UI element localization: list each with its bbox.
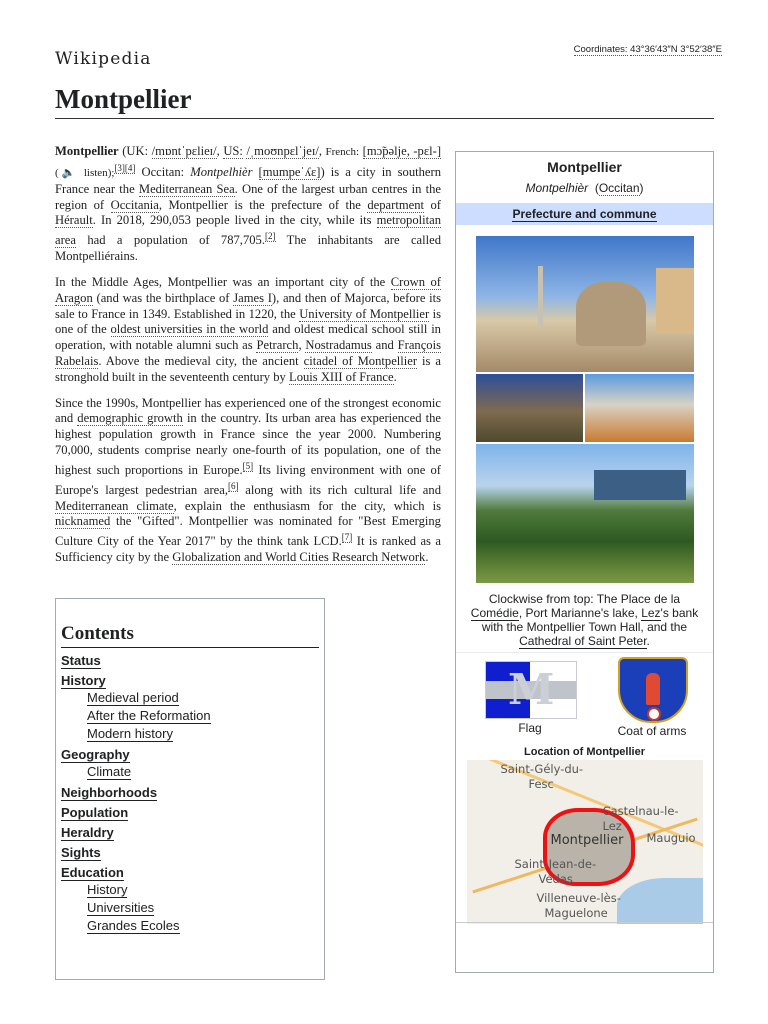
coat-of-arms-image[interactable] — [618, 657, 688, 723]
toc-item-label: Geography — [61, 747, 130, 762]
link-petrarch[interactable]: Petrarch — [256, 338, 299, 353]
ref-5[interactable]: [5] — [242, 460, 254, 471]
photo-montage[interactable] — [476, 236, 694, 583]
link-oldest-universities[interactable]: oldest universities in the world — [110, 322, 269, 337]
map-label: Mauguio — [646, 831, 696, 845]
p2-text-4: is one of the — [55, 306, 441, 337]
p2-text-7: . Above the medieval city, the ancient — [98, 353, 299, 368]
occitan-label: Occitan: — [141, 164, 185, 179]
p1-text-5: . In 2018, 290,053 people lived in the city, while its — [92, 213, 372, 228]
link-citadel[interactable]: citadel of Montpellier — [303, 353, 418, 368]
p3-text-8: . — [425, 550, 429, 565]
speaker-icon: 🔈 — [58, 166, 79, 179]
link-louis-xiii[interactable]: Louis XIII of France — [289, 369, 394, 384]
p2-text-3: ), and then of Majorca, before its sale to France in 1349. Established in 1220, the — [55, 290, 442, 321]
map-label: Saint-Gély-du- — [500, 762, 584, 776]
ref-7[interactable]: [7] — [341, 532, 353, 543]
map-label: Lez — [602, 819, 622, 833]
link-demographic-growth[interactable]: demographic growth — [77, 411, 183, 426]
p1-text-1: ) is a city in southern France near the — [55, 164, 442, 196]
flag-label: Flag — [518, 721, 542, 735]
link-nostradamus[interactable]: Nostradamus — [305, 338, 372, 353]
infobox-native-name: Montpelhièr (Occitan) — [525, 181, 644, 195]
montage-caption — [464, 592, 705, 648]
lead-term: Montpellier — [55, 144, 119, 158]
toc-subitem-label: Grandes Ecoles — [87, 918, 180, 933]
page-title: Montpellier — [55, 84, 192, 114]
coa-roundel — [647, 707, 661, 721]
map-label: Villeneuve-lès- — [536, 891, 621, 905]
link-occitania[interactable]: Occitania — [110, 197, 159, 212]
toc-subitem-label: Modern history — [87, 726, 173, 741]
photo-building — [656, 268, 694, 334]
toc-subitem-medieval-period[interactable] — [87, 689, 324, 706]
p2-text-8: is a stronghold built in the seventeenth century by — [55, 353, 441, 384]
p2-text-2: (and was the birthplace of — [96, 290, 230, 305]
photo-town-hall — [594, 470, 686, 500]
toc-item-neighborhoods[interactable] — [61, 785, 324, 800]
toc-item-label: Sights — [61, 845, 101, 860]
listen-label: listen — [83, 166, 108, 179]
paragraph-3 — [55, 396, 441, 567]
us-ipa-link[interactable]: /ˌmoʊnpɛlˈjeɪ/ — [246, 144, 319, 158]
caption-text-3: 's bank with the Montpellier Town Hall, and the — [481, 606, 699, 634]
toc-subitem-modern-history[interactable] — [87, 725, 324, 742]
infobox-bottom-separator — [456, 922, 713, 923]
uk-ipa-link[interactable]: /mɒntˈpɛlieɪ/ — [151, 144, 217, 158]
coa-figure — [646, 673, 660, 705]
toc-item-label: Heraldry — [61, 825, 114, 840]
p1-text-6: had a population of 787,705. — [87, 233, 265, 248]
wikipedia-logo[interactable]: Wikipedia — [55, 49, 152, 69]
map-label: Maguelone — [544, 906, 608, 920]
us-link[interactable]: US: — [223, 144, 243, 158]
coordinates-link[interactable]: 43°36′43″N 3°52′38″E — [630, 44, 722, 55]
toc-subitem-label: History — [87, 882, 128, 897]
p3-text-5: , explain the enthusiasm for the city, which is — [173, 498, 441, 513]
french-label: French: — [325, 146, 360, 158]
native-name: Montpelhièr — [525, 181, 589, 195]
flag-image[interactable] — [485, 661, 577, 719]
link-mediterranean-climate[interactable]: Mediterranean climate — [55, 498, 174, 513]
toc-item-label: History — [61, 673, 106, 688]
toc-subitem-education-history[interactable] — [87, 881, 324, 898]
toc-item-population[interactable] — [61, 805, 324, 820]
uk-label: (UK: — [122, 144, 149, 158]
caption-text-2: , Port Marianne's lake, — [518, 606, 638, 620]
p2-text-5: and oldest medical school still in operation, with notable alumni such as — [55, 322, 441, 353]
p3-text-2: in the country. Its urban area has experienced the highest population growth in France since the year 2000. Numbering 70,000, students comprise nearly one-fourth of its population, one of the highest such proportions in Europe. — [55, 411, 441, 477]
p3-text-1: Since the 1990s, Montpellier has experienced one of the strongest economic and — [55, 395, 441, 426]
toc-item-label: Status — [61, 653, 101, 668]
toc-subitem-climate[interactable] — [87, 763, 324, 780]
toc-item-label: Population — [61, 805, 129, 820]
photo-tower — [538, 266, 543, 326]
link-department[interactable]: department — [367, 197, 425, 212]
infobox — [455, 151, 714, 973]
title-divider — [55, 118, 714, 119]
photo-fountain — [576, 282, 646, 346]
flag-letter: M — [508, 665, 555, 714]
toc-item-history[interactable] — [61, 673, 324, 688]
p3-text-4: along with its rich cultural life and — [245, 482, 441, 497]
photo-cathedral[interactable] — [476, 374, 583, 442]
coat-of-arms-label: Coat of arms — [617, 724, 687, 738]
photo-place-de-la-comedie[interactable] — [476, 236, 694, 372]
toc-title: Contents — [61, 623, 319, 648]
p2-text-6: and — [375, 338, 394, 353]
toc-subitem-universities[interactable] — [87, 899, 324, 916]
toc-item-geography[interactable] — [61, 747, 324, 762]
ref-2[interactable]: [2] — [265, 231, 276, 242]
photo-port-marianne[interactable] — [585, 374, 694, 442]
link-mediterranean-sea[interactable]: Mediterranean Sea — [138, 181, 235, 196]
fr-ipa-link[interactable]: [mɔ̃pəlje, -pɛl-] — [362, 144, 442, 158]
toc-subitem-label: Medieval period — [87, 690, 179, 705]
infobox-symbols — [456, 653, 713, 745]
p1-text-4: of — [430, 197, 441, 212]
map-label: Védas — [538, 872, 573, 886]
toc-subitem-label: Universities — [87, 900, 155, 915]
occitan-ipa-link[interactable]: [mumpeˈʎɛ] — [258, 164, 321, 179]
table-of-contents — [55, 598, 325, 980]
toc-item-sights[interactable] — [61, 845, 324, 860]
ref-6[interactable]: [6] — [227, 480, 239, 491]
link-francois-rabelais[interactable]: François Rabelais — [55, 338, 441, 368]
link-university-of-montpellier[interactable]: University of Montpellier — [299, 306, 430, 321]
toc-item-status[interactable] — [61, 653, 324, 668]
p3-text-3: Its living environment with one of Europe's largest pedestrian area, — [55, 462, 441, 497]
map-label: Castelnau-le- — [602, 804, 679, 818]
toc-item-education[interactable] — [61, 865, 324, 880]
caption-text-1: Clockwise from top: The Place de la — [488, 592, 681, 606]
link-occitan[interactable]: Occitan — [598, 181, 640, 195]
infobox-type-band — [456, 203, 713, 225]
map-label: Saint-Jean-de- — [514, 857, 597, 871]
occitan-name: Montpelhièr — [190, 164, 253, 179]
map-sea — [617, 878, 703, 924]
link-gawc[interactable]: Globalization and World Cities Research Network — [172, 550, 426, 565]
paragraph-2: In the Middle Ages, Montpellier was an important city of the Crown of Aragon (and was the birthplace of James I), and then of Majorca, before its sale to France in 1349. Established in 1220, the University of Montpellier is one of the oldest universities in the world and oldest medical school still in operation, with notable alumni such as Petrarch, Nostradamus and François Rabelais. Above the medieval city, the ancient citadel of Montpellier is a stronghold built in the seventeenth century by Louis XIII of France. — [55, 274, 442, 384]
article-body — [55, 144, 441, 576]
p1-text-3: , Montpellier is the prefecture of the — [158, 197, 361, 212]
link-nicknamed[interactable]: nicknamed — [55, 514, 111, 529]
p2-text-1: In the Middle Ages, Montpellier was an important city of the — [55, 274, 386, 289]
toc-subitem-grandes-ecoles[interactable] — [87, 917, 324, 934]
p3-text-6: the "Gifted". Montpellier was nominated for "Best Emerging Culture City of the Year 2017" by the think tank LCD. — [55, 514, 441, 549]
coordinates-label: Coordinates: — [573, 44, 628, 55]
p1-text-2: . One of the largest urban centres in the region of — [55, 181, 441, 212]
toc-item-label: Education — [61, 865, 124, 880]
toc-subitem-label: After the Reformation — [87, 708, 211, 723]
listen-control[interactable]: (🔈 listen); — [55, 166, 115, 179]
p3-text-7: It is ranked as a Sufficiency city by the — [55, 534, 441, 565]
toc-item-heraldry[interactable] — [61, 825, 324, 840]
link-cathedral-saint-peter[interactable]: Cathedral of Saint Peter — [519, 634, 647, 648]
map-label: Fesc — [528, 777, 554, 791]
toc-list — [61, 653, 324, 934]
location-label: Location of Montpellier — [524, 746, 645, 758]
coordinates — [574, 44, 722, 55]
toc-subitem-after-reformation[interactable] — [87, 707, 324, 724]
ref-3-4[interactable]: [3][4] — [114, 162, 136, 173]
link-herault[interactable]: Hérault — [55, 213, 93, 228]
link-james-i[interactable]: James I — [233, 290, 272, 305]
link-comedie[interactable]: Comédie — [470, 606, 519, 620]
photo-lez-bank[interactable] — [476, 444, 694, 583]
paragraph-1: Montpellier (UK: /mɒntˈpɛlieɪ/, US: /ˌmoʊnpɛlˈjeɪ/, French: [mɔ̃pəlje, -pɛl-] (🔈 listen);[3][4] Occitan: Montpelhièr [mumpeˈʎɛ]) is a city in southern France near the Mediterranean Sea. One of the largest urban centres in the region of Occitania, Montpellier is the prefecture of the department of Hérault. In 2018, 290,053 people lived in the city, while its metropolitan area had a population of 787,705.[2] The inhabitants are called Montpelliérains. — [55, 144, 442, 264]
toc-subitem-label: Climate — [87, 764, 132, 779]
location-map[interactable] — [467, 760, 703, 924]
caption-text-4: . — [646, 634, 650, 648]
toc-item-label: Neighborhoods — [61, 785, 158, 800]
type-link[interactable]: Prefecture and commune — [512, 207, 657, 221]
link-crown-of-aragon[interactable]: Crown of Aragon — [55, 274, 442, 305]
p1-text-7: The inhabitants are called Montpelliérains. — [55, 233, 442, 264]
link-lez[interactable]: Lez — [641, 606, 661, 620]
infobox-title: Montpellier — [547, 159, 622, 175]
link-metropolitan-area[interactable]: metropolitan area — [55, 213, 441, 248]
map-label-city: Montpellier — [550, 833, 624, 848]
